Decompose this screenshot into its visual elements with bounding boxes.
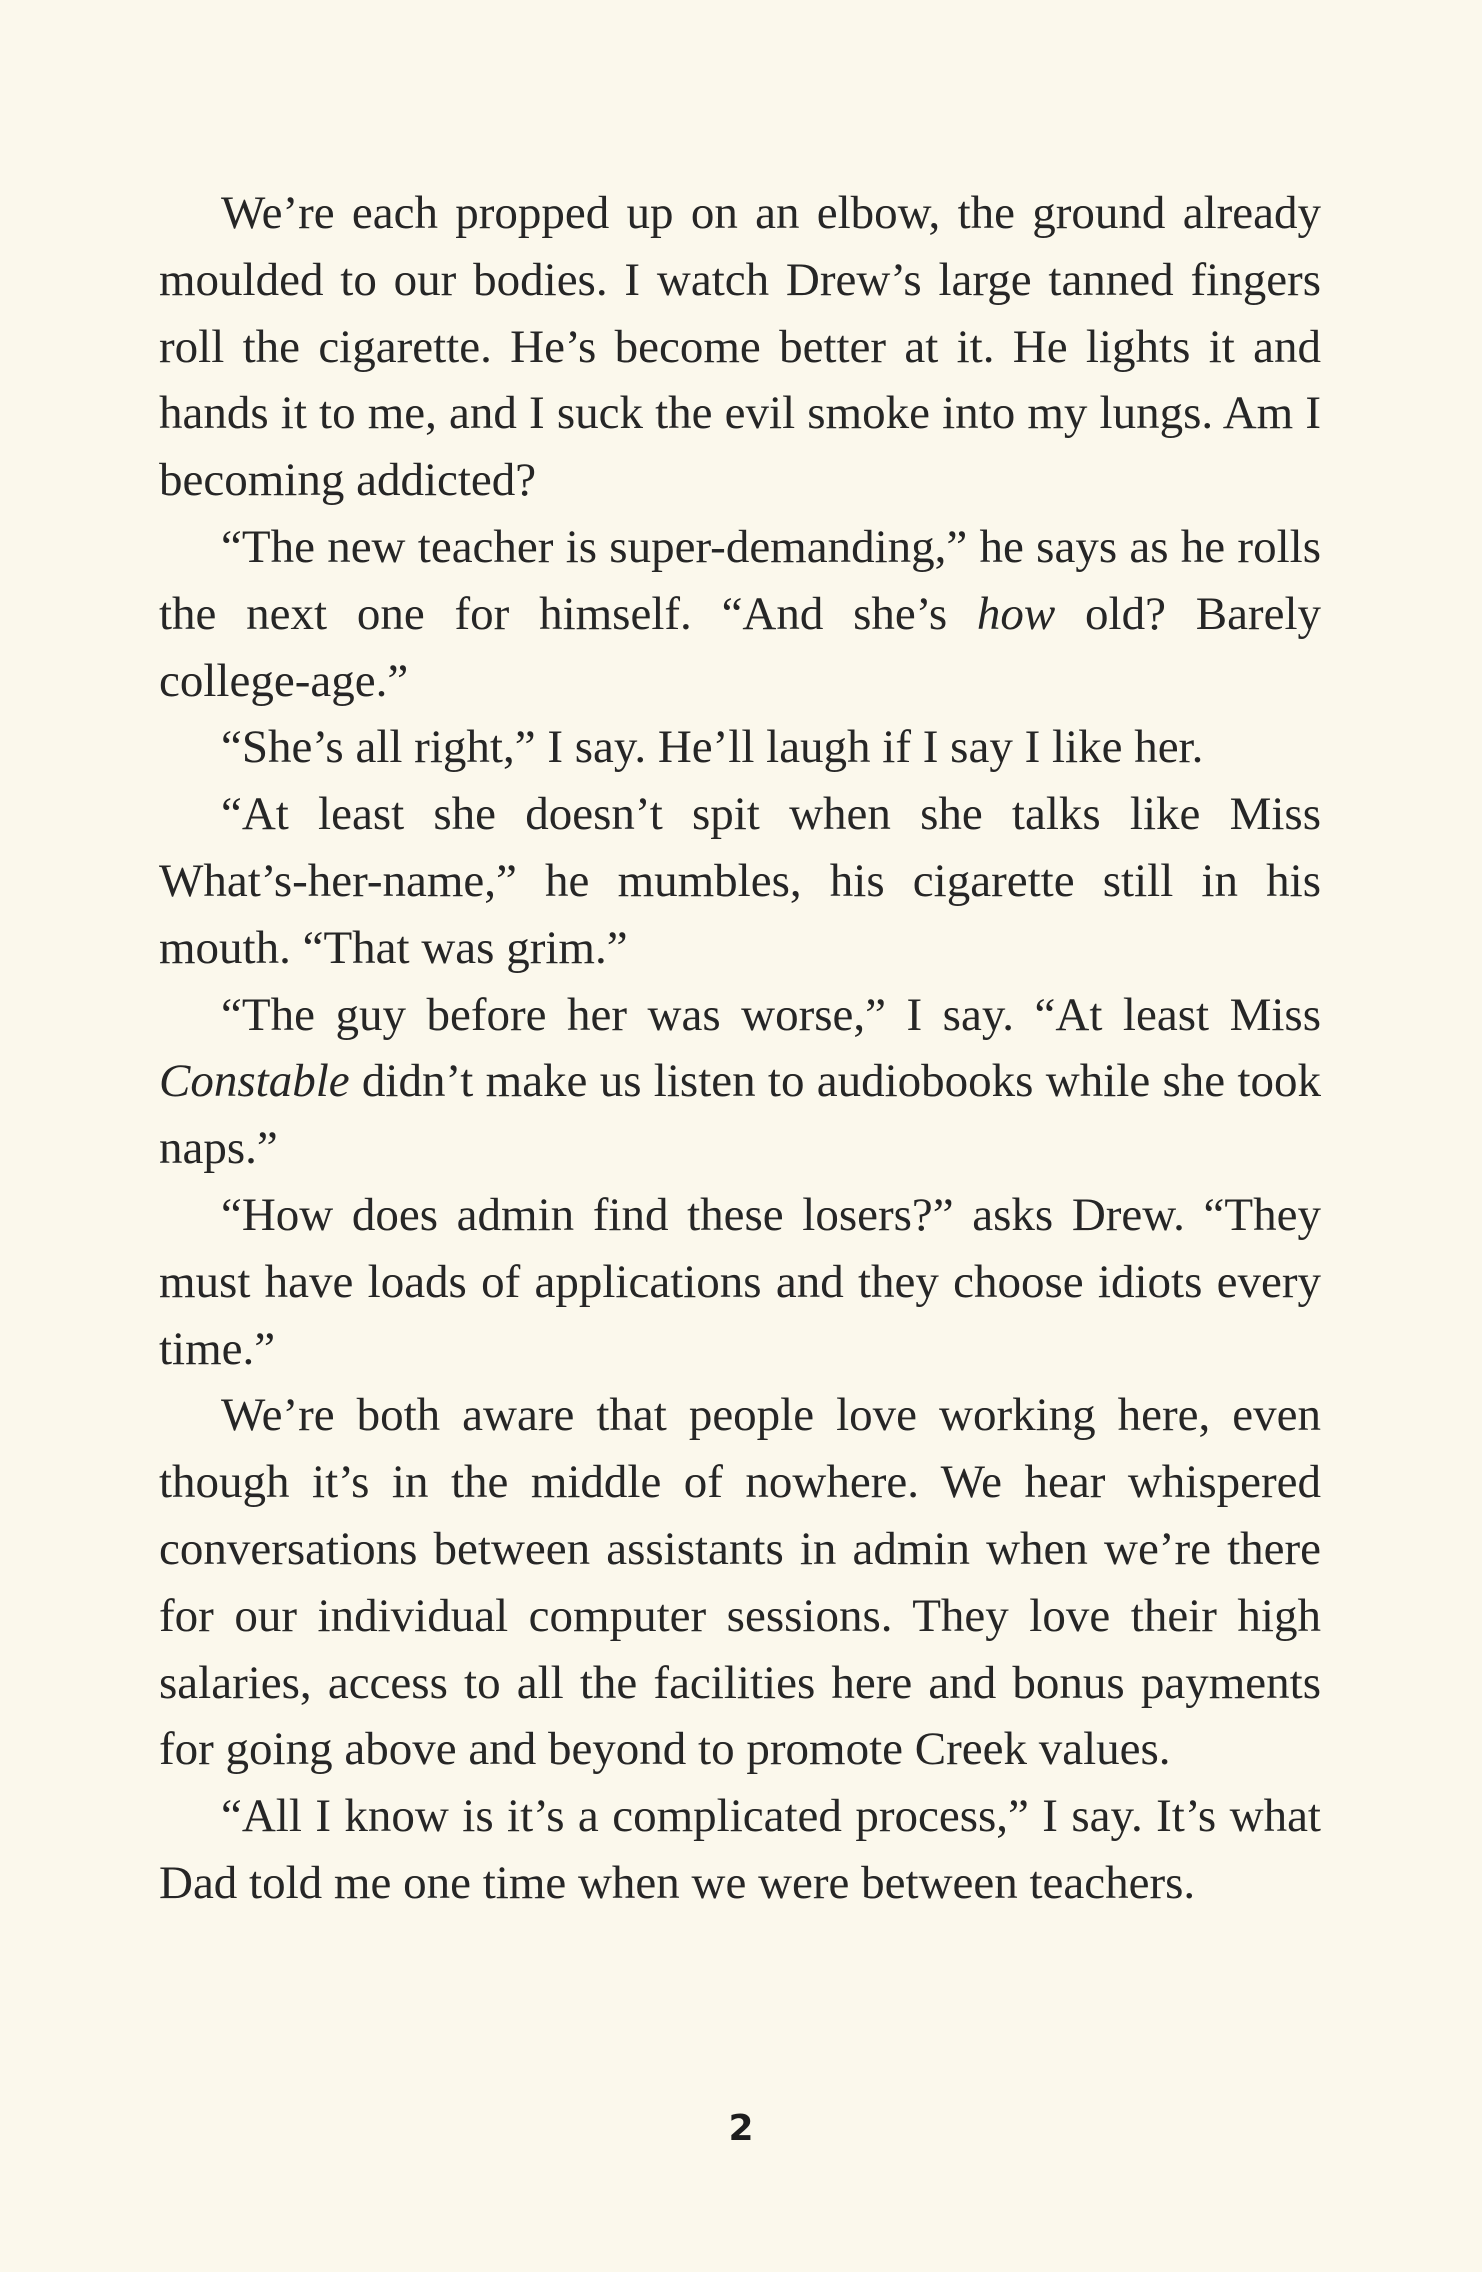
paragraph — [159, 781, 1321, 981]
italic-text-run: how — [976, 587, 1056, 640]
text-run: “The new teacher is super-demanding,” he says as he rolls the next one for himself. “And she’s — [159, 520, 1321, 640]
paragraph — [159, 1382, 1321, 1783]
paragraph — [159, 514, 1321, 714]
text-run: We’re both aware that people love working here, even though it’s in the middle of nowhere. We hear whispered conversations between assistants in admin when we’re there for our individual computer sessions. They love their high salaries, access to all the facilities here and bonus payments for going above and beyond to promote Creek values. — [159, 1389, 1321, 1776]
text-run: old? Barely college-age.” — [159, 587, 1321, 707]
text-run: “All I know is it’s a complicated process,” I say. It’s what Dad told me one time when we were between teachers. — [159, 1790, 1321, 1909]
paragraph — [159, 1182, 1321, 1382]
text-run: “How does admin find these losers?” asks Drew. “They must have loads of applications and they choose idiots every time.” — [159, 1188, 1321, 1375]
text-run: “She’s all right,” I say. He’ll laugh if I say I like her. — [221, 721, 1204, 774]
paragraph — [159, 982, 1321, 1182]
paragraph — [159, 714, 1321, 781]
text-run: We’re each propped up on an elbow, the ground already moulded to our bodies. I watch Drew’s large tanned fingers roll the cigarette. He’s become better at it. He lights it and hands it to me, and I suck the evil smoke into my lungs. Am I becoming addicted? — [159, 187, 1321, 507]
text-run: “The guy before her was worse,” I say. “At least Miss — [221, 988, 1321, 1041]
text-run: didn’t make us listen to audiobooks while she took naps.” — [159, 1055, 1321, 1175]
text-run: “At least she doesn’t spit when she talks like Miss What’s-her-name,” he mumbles, his cigarette still in his mouth. “That was grim.” — [159, 788, 1321, 974]
page-number: 2 — [728, 2108, 754, 2149]
italic-text-run: Constable — [159, 1055, 350, 1108]
paragraph — [159, 180, 1321, 514]
paragraph — [159, 1783, 1321, 1917]
body-text — [159, 180, 1321, 1917]
